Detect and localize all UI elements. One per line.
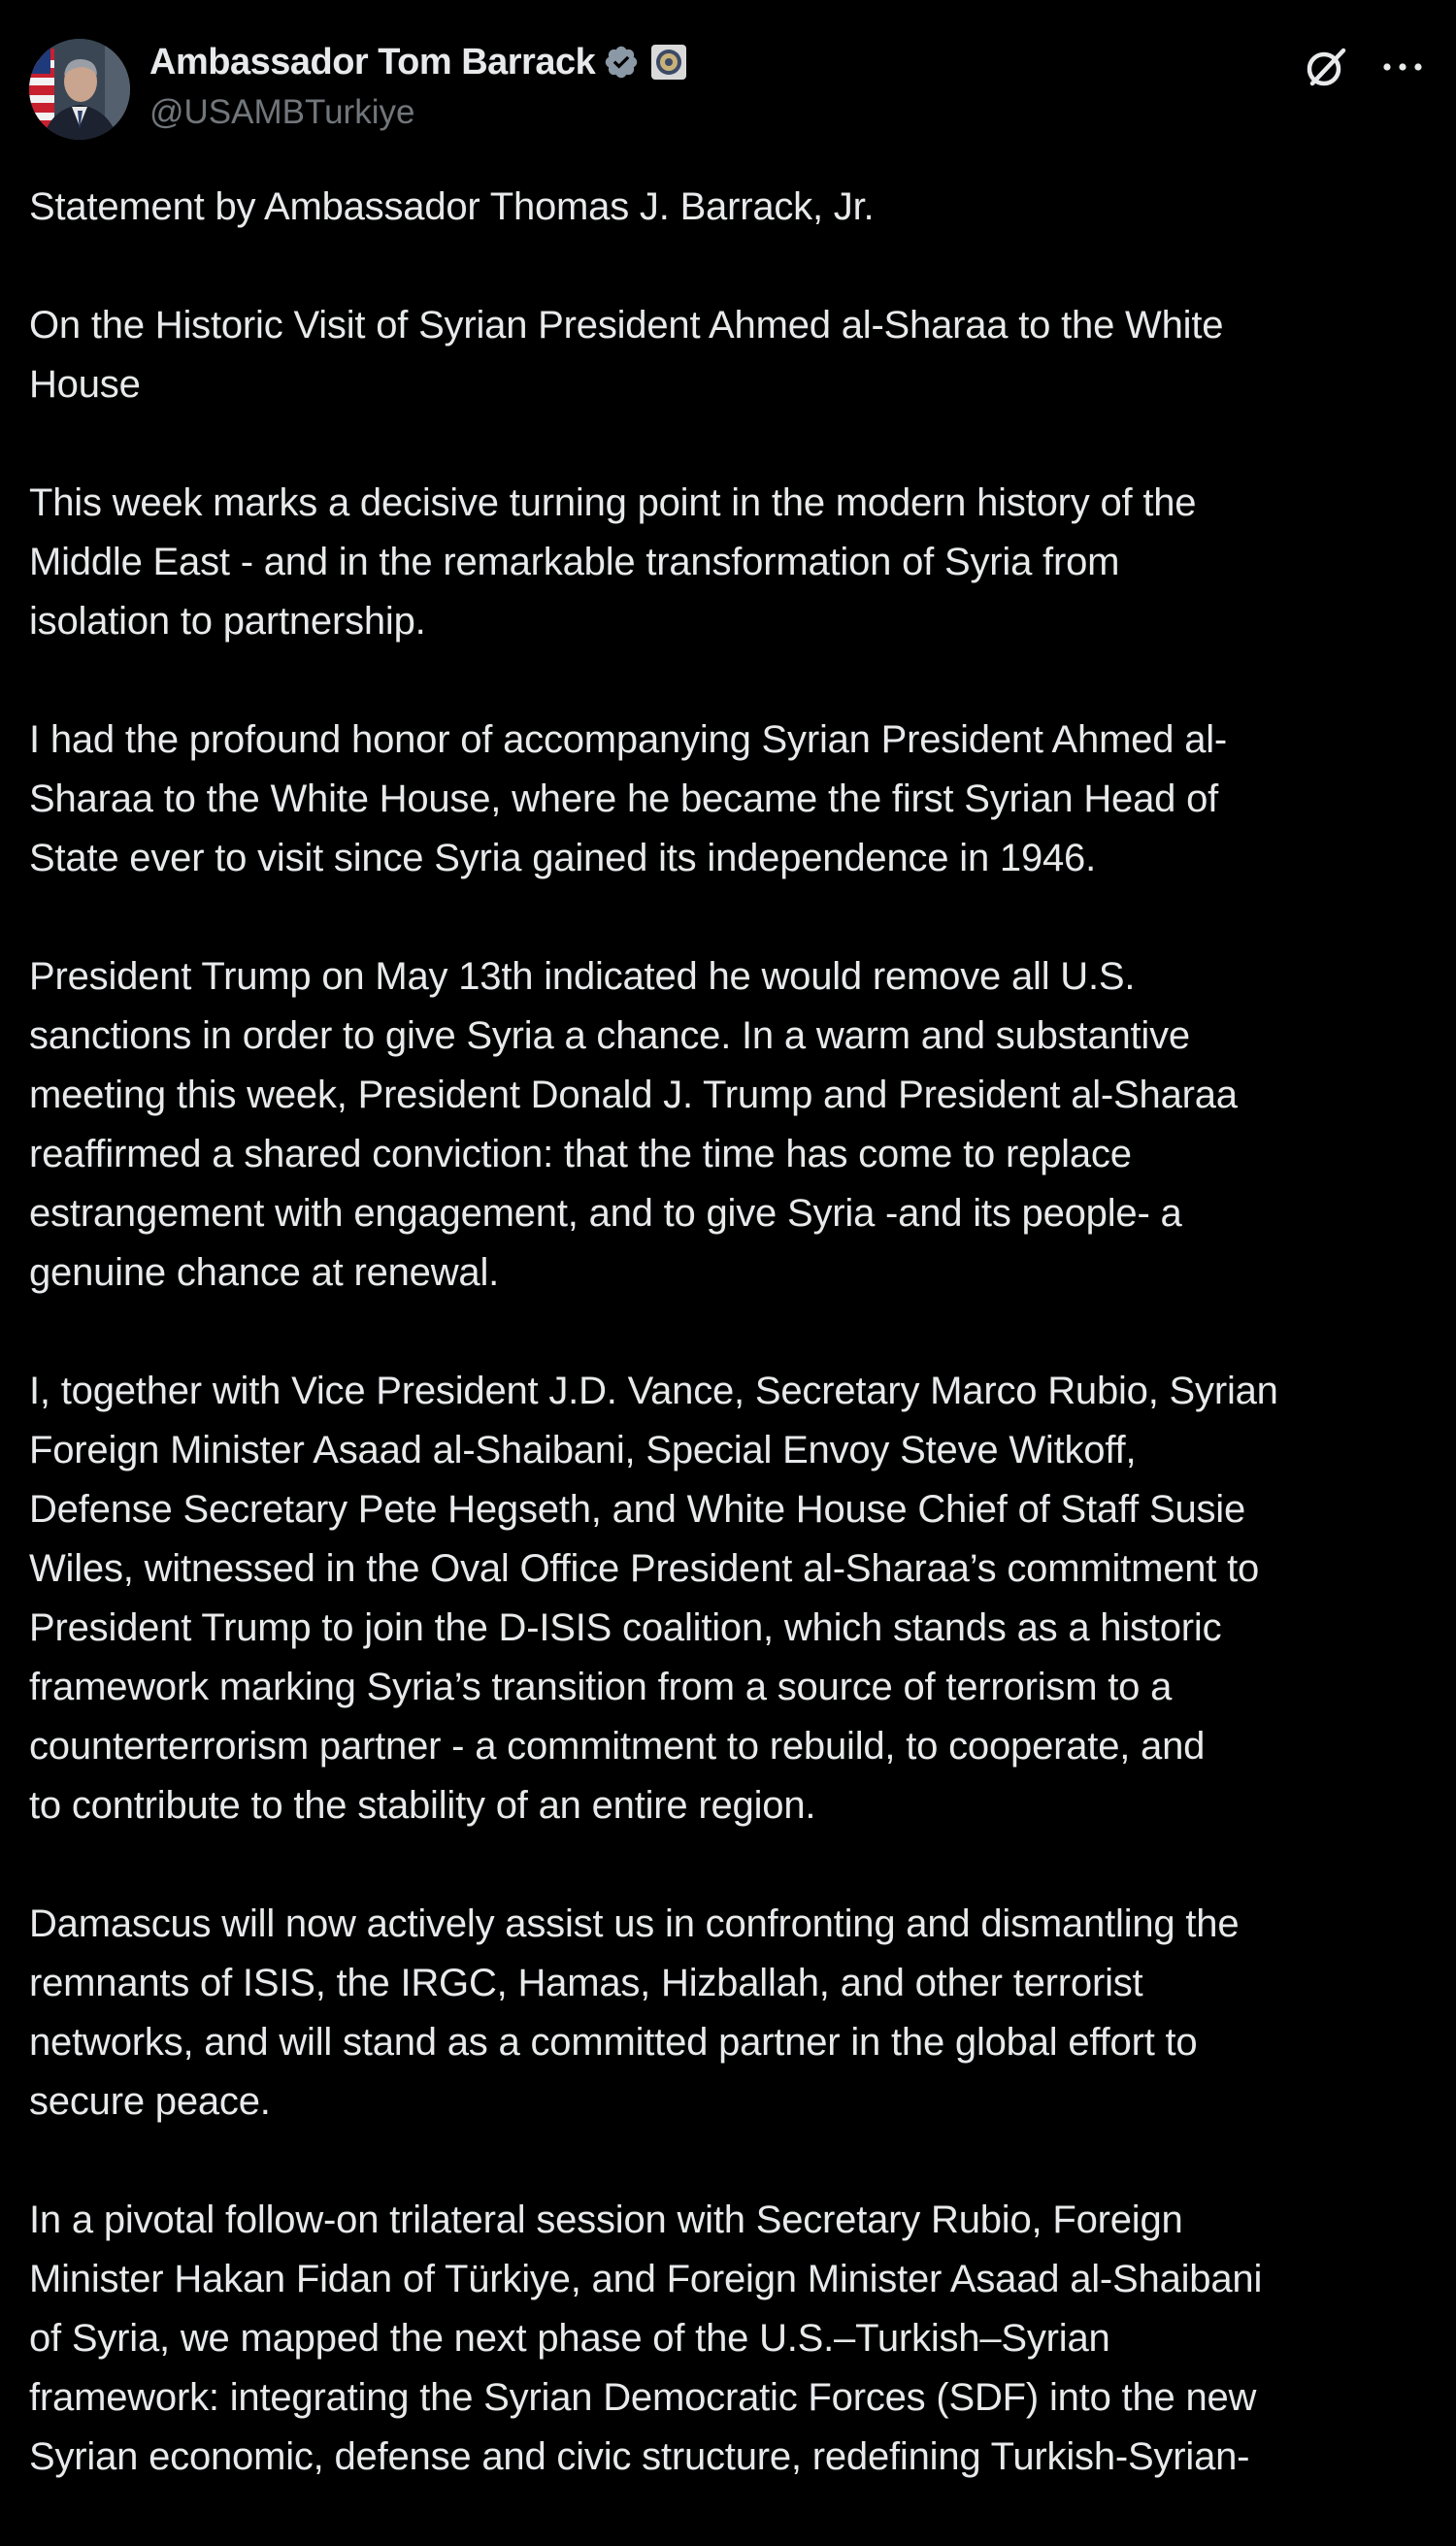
verified-badge-icon[interactable]	[603, 44, 640, 81]
name-row	[149, 35, 686, 89]
display-name[interactable]: Ambassador Tom Barrack	[149, 41, 596, 83]
post-paragraph: I had the profound honor of accompanying Syrian President Ahmed al- Sharaa to the White House, where he became the first Syrian Head of State ever to visit since Syria gained its independence in 1946.	[29, 718, 1228, 879]
post-paragraph: Statement by Ambassador Thomas J. Barrack, Jr.	[29, 185, 875, 228]
more-options-icon[interactable]	[1378, 45, 1427, 89]
post-paragraph: In a pivotal follow-on trilateral session with Secretary Rubio, Foreign Minister Hakan Fidan of Türkiye, and Foreign Minister Asaad al-Shaibani of Syria, we mapped the next phase of the U.S.–Turkish–Syrian framework: integrating the Syrian Democratic Forces (SDF) into the new Syrian economic, defense and civic structure, redefining Turkish-Syrian-	[29, 2199, 1263, 2478]
grok-icon[interactable]	[1303, 43, 1351, 91]
post-paragraph: President Trump on May 13th indicated he would remove all U.S. sanctions in order to give Syria a chance. In a warm and substantive meeting this week, President Donald J. Trump and President al-Sharaa reaffirmed a shared conviction: that the time has come to replace estrangement with engagement, and to give Syria -and its people- a genuine chance at renewal.	[29, 955, 1238, 1294]
user-handle[interactable]: @USAMBTurkiye	[149, 93, 415, 131]
us-embassy-seal-icon[interactable]	[651, 45, 686, 80]
author-names	[149, 35, 686, 142]
post-paragraph: I, together with Vice President J.D. Vance, Secretary Marco Rubio, Syrian Foreign Minister Asaad al-Shaibani, Special Envoy Steve Witkoff, Defense Secretary Pete Hegseth, and White House Chief of Staff Susie Wiles, witnessed in the Oval Office President al-Sharaa’s commitment to President Trump to join the D-ISIS coalition, which stands as a historic framework marking Syria’s transition from a source of terrorism to a counterterrorism partner - a commitment to rebuild, to cooperate, and to contribute to the stability of an entire region.	[29, 1370, 1278, 1827]
post-text	[29, 178, 1437, 2546]
post-paragraph: Damascus will now actively assist us in confronting and dismantling the remnants of ISIS, the IRGC, Hamas, Hizballah, and other terrorist networks, and will stand as a committed partner in the global effort to secure peace.	[29, 1902, 1240, 2123]
profile-avatar[interactable]	[29, 39, 130, 140]
post-paragraph: On the Historic Visit of Syrian President Ahmed al-Sharaa to the White House	[29, 304, 1224, 406]
post-paragraph: This week marks a decisive turning point in the modern history of the Middle East - and in the remarkable transformation of Syria from isolation to partnership.	[29, 481, 1197, 643]
post-header	[29, 35, 1427, 142]
